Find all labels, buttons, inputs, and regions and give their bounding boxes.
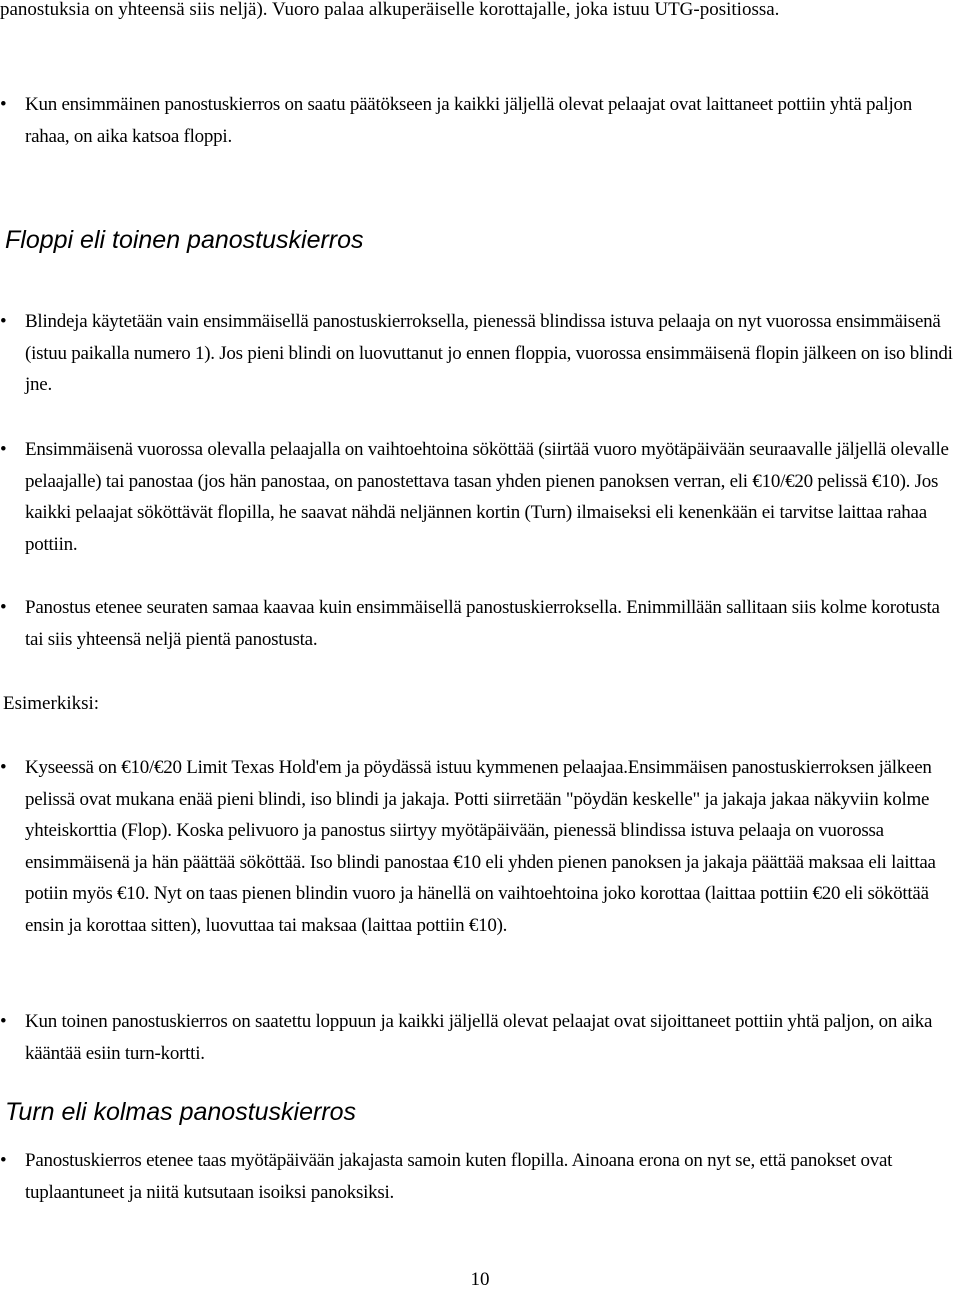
bullet-text: Kun ensimmäinen panostuskierros on saatu päätökseen ja kaikki jäljellä olevat pelaajat ovat laittaneet pottiin yhtä paljon rahaa, on aika katsoa floppi.: [25, 94, 913, 147]
bullet-text: Kyseessä on €10/€20 Limit Texas Hold'em ja pöydässä istuu kymmenen pelaajaa.Ensimmäisen panostuskierroksen jälkeen pelissä ovat mukana enää pieni blindi, iso blindi ja jakaja. Potti siirretään "pöydän keskelle" ja jakaja jakaa näkyviin kolme yhteiskorttia (Flop). Koska pelivuoro ja panostus siirtyy myötäpäivään, pienessä blindissa istuva pelaaja on vuorossa ensimmäisenä ja hän päättää sököttää. Iso blindi panostaa €10 eli yhden pienen panoksen ja jakaja päättää maksaa eli laittaa potiin myös €10. Nyt on taas pienen blindin vuoro ja hänellä on vaihtoehtoina joko korottaa (laittaa pottiin €20 eli sököttää ensin ja korottaa sitten), luovuttaa tai maksaa (laittaa pottiin €10).: [25, 757, 936, 936]
bullet-item-turn-betting: [0, 1145, 960, 1208]
example-label: [3, 688, 960, 720]
intro-text: panostuksia on yhteensä siis neljä). Vuoro palaa alkuperäiselle korottajalle, joka istuu UTG-positiossa.: [0, 0, 780, 20]
bullet-text: Panostus etenee seuraten samaa kaavaa kuin ensimmäisellä panostuskierroksella. Enimmillään sallitaan siis kolme korotusta tai siis yhteensä neljä pientä panostusta.: [25, 597, 940, 650]
bullet-icon: •: [0, 1011, 7, 1032]
bullet-icon: •: [0, 1150, 7, 1171]
bullet-text: Kun toinen panostuskierros on saatettu loppuun ja kaikki jäljellä olevat pelaajat ovat sijoittaneet pottiin yhtä paljon, on aika kääntää esiin turn-kortti.: [25, 1011, 933, 1064]
bullet-item-blinds: [0, 306, 960, 401]
bullet-item-example: [0, 752, 960, 941]
bullet-icon: •: [0, 311, 7, 332]
intro-paragraph: [0, 0, 960, 26]
bullet-text: Blindeja käytetään vain ensimmäisellä panostuskierroksella, pienessä blindissa istuva pelaaja on nyt vuorossa ensimmäisenä (istuu paikalla numero 1). Jos pieni blindi on luovuttanut jo ennen floppia, vuorossa ensimmäisenä flopin jälkeen on iso blindi jne.: [25, 311, 953, 395]
section-heading-turn: Turn eli kolmas panostuskierros: [5, 1098, 357, 1126]
bullet-icon: •: [0, 757, 7, 778]
page-number: 10: [470, 1269, 490, 1290]
bullet-text: Ensimmäisenä vuorossa olevalla pelaajalla on vaihtoehtoina sököttää (siirtää vuoro myötäpäivään seuraavalle jäljellä olevalle pelaajalle) tai panostaa (jos hän panostaa, on panostettava tasan yhden pienen panoksen verran, eli €10/€20 pelissä €10). Jos kaikki pelaajat sököttävät flopilla, he saavat nähdä neljännen kortin (Turn) ilmaiseksi eli kenenkään ei tarvitse laittaa rahaa pottiin.: [25, 439, 949, 555]
bullet-item-preflop-end: [0, 89, 960, 152]
bullet-item-turn-card: [0, 1006, 960, 1069]
example-label-text: Esimerkiksi:: [3, 693, 100, 714]
bullet-icon: •: [0, 439, 7, 460]
bullet-item-raises: [0, 592, 960, 655]
bullet-icon: •: [0, 94, 7, 115]
bullet-text: Panostuskierros etenee taas myötäpäivään jakajasta samoin kuten flopilla. Ainoana erona on nyt se, että panokset ovat tuplaantuneet ja niitä kutsutaan isoiksi panoksiksi.: [25, 1150, 893, 1203]
bullet-item-check-or-bet: [0, 434, 960, 560]
bullet-icon: •: [0, 597, 7, 618]
section-heading-flop: Floppi eli toinen panostuskierros: [5, 226, 364, 254]
